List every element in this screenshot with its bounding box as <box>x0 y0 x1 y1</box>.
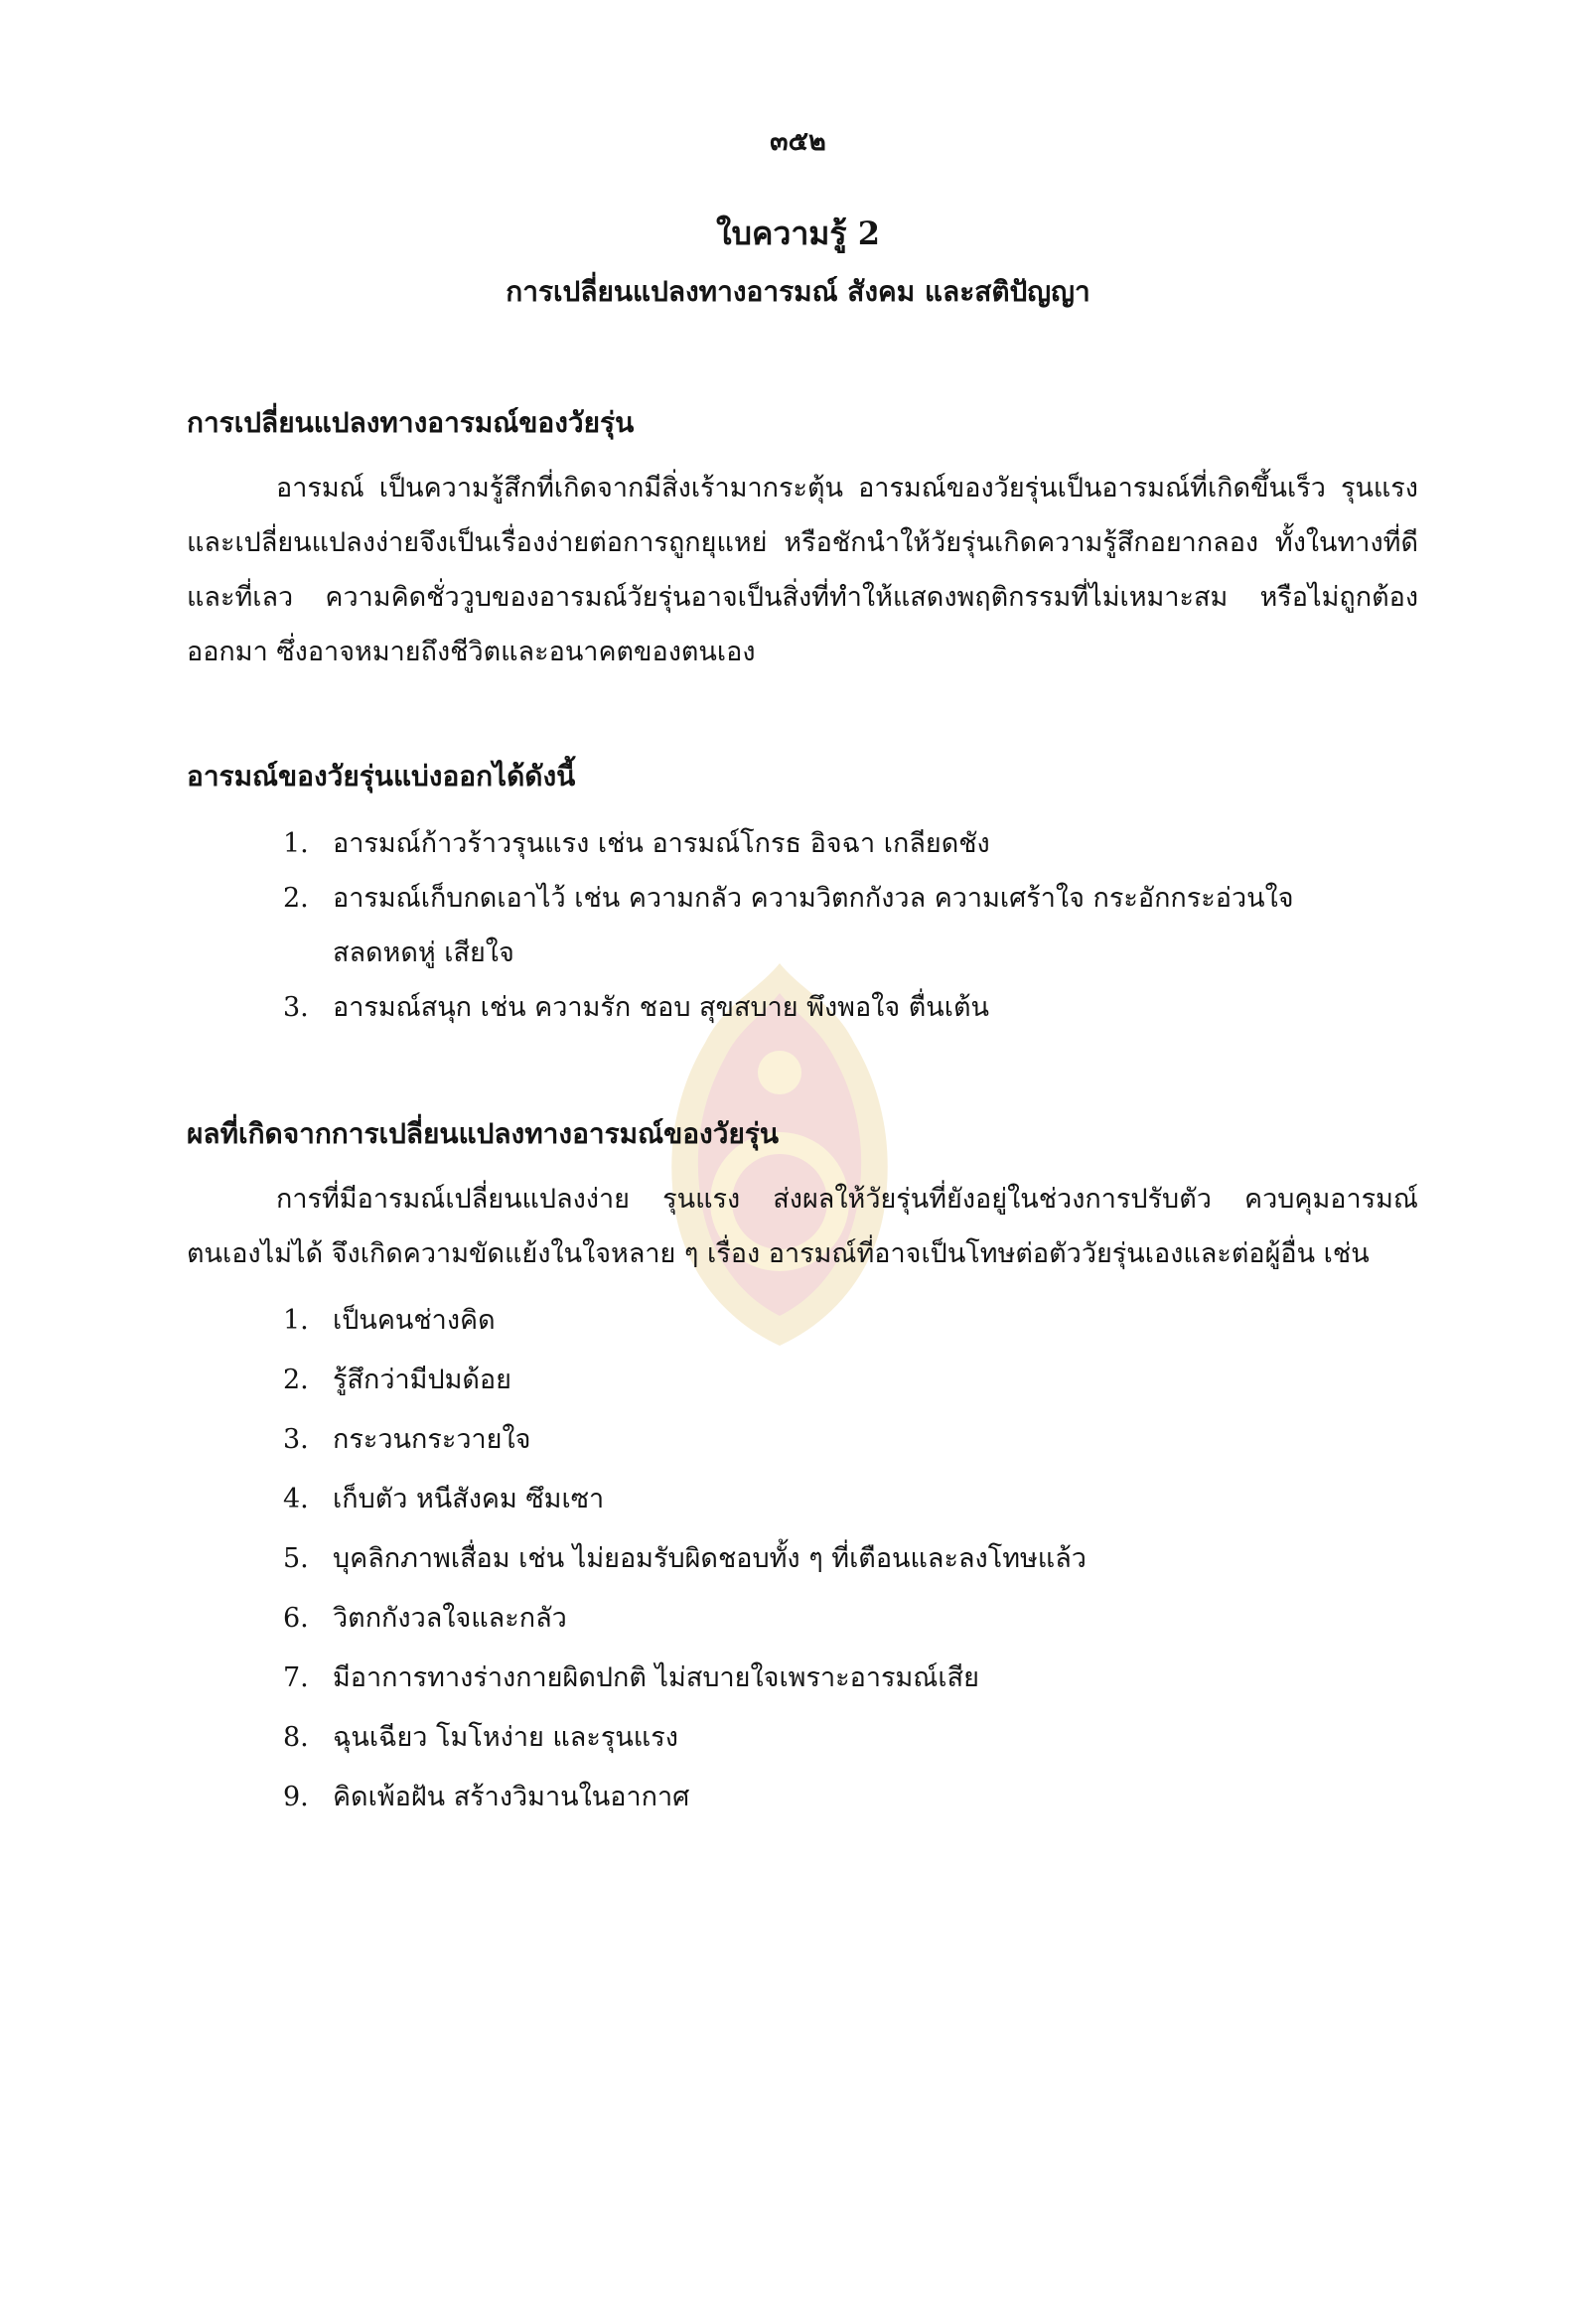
section-heading-effects: ผลที่เกิดจากการเปลี่ยนแปลงทางอารมณ์ของวัยรุ่น <box>187 1117 780 1150</box>
page-title: ใบความรู้ 2 <box>716 215 880 252</box>
paragraph-text: การที่มีอารมณ์เปลี่ยนแปลงง่าย รุนแรง ส่งผลให้วัยรุ่นที่ยังอยู่ในช่วงการปรับตัว ควบคุมอารมณ์ ตนเองไม่ได้ จึงเกิดความขัดแย้งในใจหลาย ๆ เรื่อง อารมณ์ที่อาจเป็นโทษต่อตัววัยรุ่นเองและต่อผู้อื่น เช่น <box>187 1184 1418 1269</box>
page-subtitle: การเปลี่ยนแปลงทางอารมณ์ สังคม และสติปัญญา <box>506 275 1090 308</box>
paragraph-text: อารมณ์ เป็นความรู้สึกที่เกิดจากมีสิ่งเร้ามากระตุ้น อารมณ์ของวัยรุ่นเป็นอารมณ์ที่เกิดขึ้นเร็ว รุนแรงและเปลี่ยนแปลงง่ายจึงเป็นเรื่องง่ายต่อการถูกยุแหย่ หรือชักนำให้วัยรุ่นเกิดความรู้สึกอยากลอง ทั้งในทางที่ดีและที่เลว ความคิดชั่ววูบของอารมณ์วัยรุ่นอาจเป็นสิ่งที่ทำให้แสดงพฤติกรรมที่ไม่เหมาะสม หรือไม่ถูกต้องออกมา ซึ่งอาจหมายถึงชีวิตและอนาคตของตนเอง <box>187 473 1418 667</box>
list-item: 4. เก็บตัว หนีสังคม ซึมเซา <box>283 1484 605 1514</box>
section-paragraph-emotional-change <box>187 461 1418 679</box>
list-item: 7. มีอาการทางร่างกายผิดปกติ ไม่สบายใจเพราะอารมณ์เสีย <box>283 1662 979 1693</box>
page-number: ๓๕๒ <box>770 126 826 157</box>
list-item: 3. กระวนกระวายใจ <box>283 1424 531 1455</box>
list-item: 1. เป็นคนช่างคิด <box>283 1305 496 1336</box>
list-item: 3. อารมณ์สนุก เช่น ความรัก ชอบ สุขสบาย พึงพอใจ ตื่นเต้น <box>283 992 989 1023</box>
effects-list <box>283 1291 1425 1827</box>
list-item: 9. คิดเพ้อฝัน สร้างวิมานในอากาศ <box>283 1782 690 1812</box>
section-heading-emotional-change: การเปลี่ยนแปลงทางอารมณ์ของวัยรุ่น <box>187 406 635 439</box>
list-item: 2. อารมณ์เก็บกดเอาไว้ เช่น ความกลัว ความวิตกกังวล ความเศร้าใจ กระอักกระอ่วนใจ สลดหดหู่ เสียใจ <box>283 883 1294 968</box>
emotion-types-list <box>283 816 1425 1035</box>
section-paragraph-effects <box>187 1172 1418 1281</box>
list-item: 8. ฉุนเฉียว โมโหง่าย และรุนแรง <box>283 1722 678 1753</box>
list-item: 1. อารมณ์ก้าวร้าวรุนแรง เช่น อารมณ์โกรธ อิจฉา เกลียดชัง <box>283 828 990 859</box>
section-heading-emotion-types: อารมณ์ของวัยรุ่นแบ่งออกได้ดังนี้ <box>187 760 576 792</box>
list-item: 2. รู้สึกว่ามีปมด้อย <box>283 1365 511 1395</box>
list-item: 6. วิตกกังวลใจและกลัว <box>283 1603 567 1634</box>
list-item: 5. บุคลิกภาพเสื่อม เช่น ไม่ยอมรับผิดชอบทั้ง ๆ ที่เตือนและลงโทษแล้ว <box>283 1543 1087 1574</box>
